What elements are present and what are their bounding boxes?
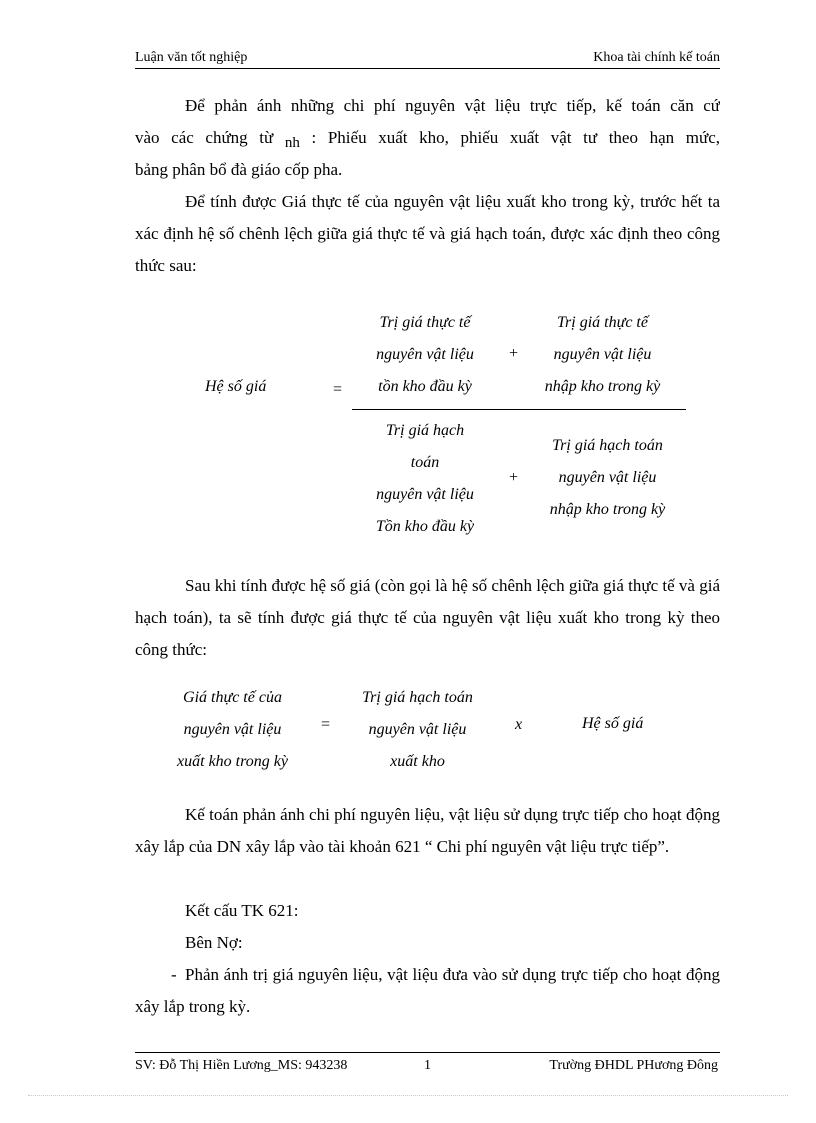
formula1-num-left-2: nguyên vật liệu [376,346,474,363]
formula2-lhs-1: Giá thực tế của [183,689,282,706]
formula1-den-right-3: nhập kho trong kỳ [549,501,666,518]
formula1-num-right-3: nhập kho trong kỳ [544,378,661,395]
formula2-times: x [515,716,523,733]
header-left: Luận văn tốt nghiệp [135,50,248,65]
page-bottom-dotted-rule [28,1095,788,1096]
formula1-num-right-1: Trị giá thực tế [557,314,648,331]
formula2-mid-2: nguyên vật liệu [368,721,467,738]
page-number: 1 [424,1058,431,1073]
paragraph-6: Bên Nợ: [185,933,243,952]
formula1-den-left-1: Trị giá hạch [385,422,465,439]
paragraph-1-subscript: nh [284,135,300,151]
formula1-lhs: Hệ số giá [205,378,267,395]
footer-left: SV: Đỗ Thị Hiền Lương_MS: 943238 [135,1058,348,1073]
paragraph-7: Phản ánh trị giá nguyên liệu, vật liệu đưa vào sử dụng trực tiếp cho hoạt động xây lắp trong kỳ. [135,965,720,1016]
footer-right: Trường ĐHDL PHương Đông [549,1058,718,1073]
formula2-rhs: Hệ số giá [582,715,644,732]
formula2-equals: = [320,716,331,733]
paragraph-1-line-3: bảng phân bổ đà giáo cốp pha. [135,160,343,179]
formula1-num-right-2: nguyên vật liệu [553,346,652,363]
formula1-fraction-bar [352,409,686,410]
paragraph-7-dash: - [171,965,177,984]
formula-actual-price [0,680,816,790]
formula2-mid-3: xuất kho [390,753,445,770]
paragraph-1-text-a: vào các chứng từ [135,128,274,147]
formula-coefficient [0,0,816,560]
footer-rule [135,1052,720,1053]
paragraph-1-line-1: Để phản ánh những chi phí nguyên vật liệu trực tiếp, kế toán căn cứ [185,96,720,115]
formula2-lhs-2: nguyên vật liệu [183,721,282,738]
formula1-den-right-1: Trị giá hạch toán [552,437,663,454]
formula1-num-left-3: tồn kho đầu kỳ [378,378,472,395]
formula1-den-left-3: nguyên vật liệu [376,486,474,503]
formula1-num-plus: + [508,345,519,362]
formula1-den-right-2: nguyên vật liệu [558,469,657,486]
formula1-den-plus: + [508,469,519,486]
paragraph-4: Kế toán phản ánh chi phí nguyên liệu, vật liệu sử dụng trực tiếp cho hoạt động xây lắp của DN xây lắp vào tài khoản 621 “ Chi phí nguyên vật liệu trực tiếp”. [135,805,720,856]
paragraph-5: Kết cấu TK 621: [185,901,299,920]
paragraph-2: Để tính được Giá thực tế của nguyên vật liệu xuất kho trong kỳ, trước hết ta xác định hệ số chênh lệch giữa giá thực tế và giá hạch toán, được xác định theo công thức sau: [135,192,720,275]
formula1-den-left-2: toán [410,454,440,471]
paragraph-1-text-b: : Phiếu xuất kho, phiếu xuất vật tư theo hạn mức, [311,128,720,147]
formula2-mid-1: Trị giá hạch toán [362,689,473,706]
header-right: Khoa tài chính kế toán [593,50,720,65]
formula2-lhs-3: xuất kho trong kỳ [177,753,288,770]
formula1-equals: = [332,381,343,398]
formula1-den-left-4: Tồn kho đầu kỳ [375,518,475,535]
formula1-num-left-1: Trị giá thực tế [379,314,471,331]
paragraph-3: Sau khi tính được hệ số giá (còn gọi là hệ số chênh lệch giữa giá thực tế và giá hạch toán), ta sẽ tính được giá thực tế của nguyên vật liệu xuất kho trong kỳ theo công thức: [135,576,720,659]
